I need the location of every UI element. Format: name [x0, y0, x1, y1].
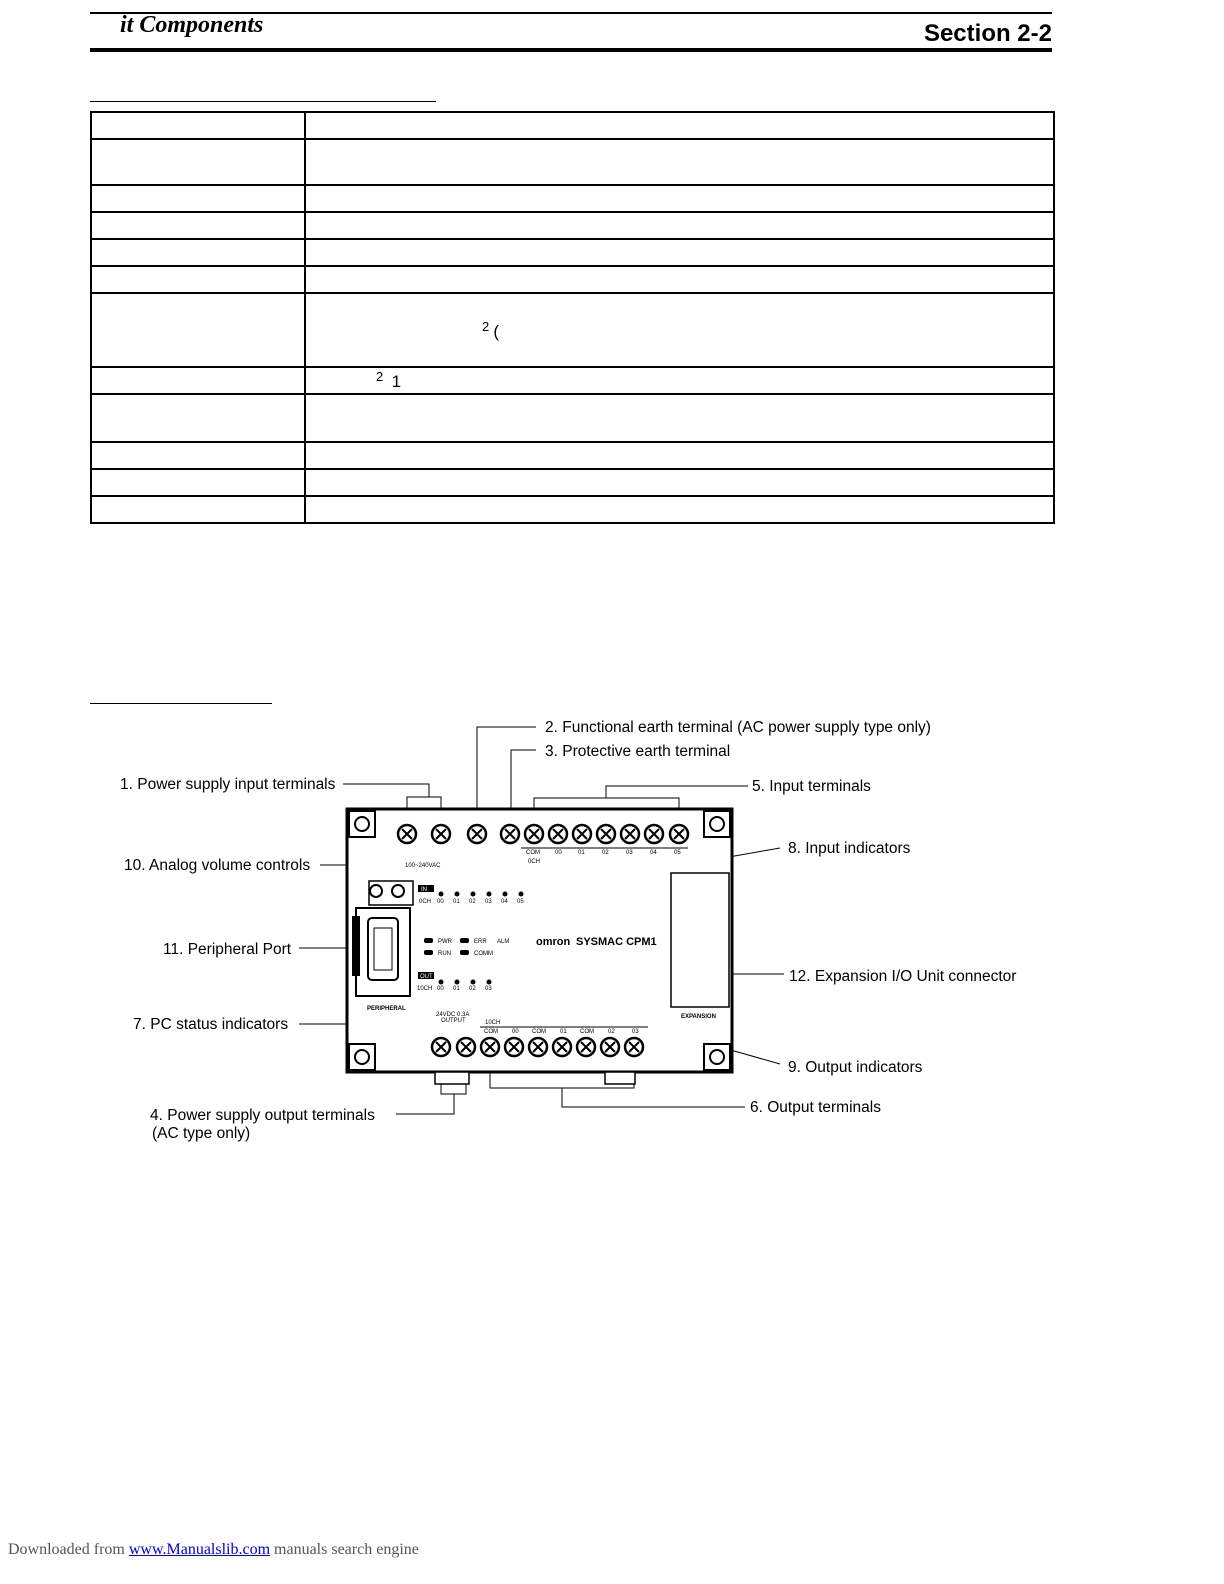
output-led-label: 00	[437, 986, 444, 992]
input-led-label: 01	[453, 899, 460, 905]
mount-hole	[710, 817, 724, 831]
run-label: RUN	[438, 951, 451, 957]
output-term-label: COM	[484, 1029, 498, 1035]
input-led-label: 02	[469, 899, 476, 905]
power-rating-label: 100~240VAC	[405, 863, 441, 869]
in-tag-label: IN	[421, 887, 427, 893]
output-term-label: COM	[532, 1029, 546, 1035]
pwr-led	[424, 938, 433, 943]
callout-input-terminals: 5. Input terminals	[752, 778, 871, 795]
input-led	[487, 892, 492, 897]
input-led-label: 05	[517, 899, 524, 905]
callout-peripheral-port: 11. Peripheral Port	[163, 941, 292, 958]
input-com-label: COM	[526, 850, 540, 856]
input-led	[503, 892, 508, 897]
callout-status-indicators: 7. PC status indicators	[133, 1016, 289, 1033]
expansion-label: EXPANSION	[681, 1014, 716, 1020]
output-term-label: 02	[608, 1029, 615, 1035]
input-led	[439, 892, 444, 897]
input-term-label: 03	[626, 850, 633, 856]
output-led	[487, 980, 492, 985]
expansion-connector[interactable]	[671, 873, 729, 1007]
brand-logo: omron	[536, 936, 571, 948]
input-led	[519, 892, 524, 897]
footer-prefix: Downloaded from	[8, 1541, 125, 1558]
input-channel-label: 0CH	[528, 859, 541, 865]
input-led	[455, 892, 460, 897]
input-term-label: 02	[602, 850, 609, 856]
leader-line	[511, 750, 536, 812]
output-supply-label: OUTPUT	[441, 1018, 466, 1024]
callout-output-indicators: 9. Output indicators	[788, 1059, 923, 1076]
superscript-fragment: 2	[482, 318, 490, 334]
text-fragment: 1	[391, 372, 402, 391]
alm-label: ALM	[497, 939, 510, 945]
pwr-label: PWR	[438, 939, 452, 945]
err-label: ERR	[474, 939, 487, 945]
output-term-label: COM	[580, 1029, 594, 1035]
peripheral-port-pins	[374, 928, 392, 970]
model-name: SYSMAC CPM1	[576, 936, 657, 948]
comm-led	[460, 950, 469, 955]
page-header-title: it Components	[120, 12, 264, 38]
output-indicator-channel: 10CH	[417, 986, 433, 992]
output-led	[455, 980, 460, 985]
input-indicator-channel: 0CH	[419, 899, 432, 905]
callout-functional-earth: 2. Functional earth terminal (AC power supply type only)	[545, 719, 931, 736]
callout-protective-earth: 3. Protective earth terminal	[545, 743, 731, 760]
err-led	[460, 938, 469, 943]
plc-unit	[347, 809, 732, 1084]
analog-volume-0[interactable]	[370, 885, 382, 897]
output-term-label: 01	[560, 1029, 567, 1035]
mount-hole	[710, 1050, 724, 1064]
output-led-label: 02	[469, 986, 476, 992]
section-number: Section 2-2	[923, 20, 1052, 47]
input-led-label: 04	[501, 899, 508, 905]
input-led-label: 00	[437, 899, 444, 905]
manualslib-link[interactable]: www.Manualslib.com	[128, 1541, 271, 1558]
footer-suffix: manuals search engine	[274, 1541, 419, 1558]
input-led-label: 03	[485, 899, 492, 905]
text-fragment: (	[493, 321, 500, 341]
output-led	[471, 980, 476, 985]
peripheral-port-cover	[352, 916, 360, 976]
input-term-label: 05	[674, 850, 681, 856]
output-led-label: 01	[453, 986, 460, 992]
out-tag-label: OUT	[420, 974, 433, 980]
bottom-terminal-screws	[432, 1038, 643, 1056]
output-term-label: 00	[512, 1029, 519, 1035]
page-footer	[8, 1541, 419, 1559]
din-clip-right	[605, 1072, 635, 1084]
input-term-label: 00	[555, 850, 562, 856]
superscript-fragment: 2	[376, 369, 384, 384]
leader-line	[477, 727, 536, 812]
callout-expansion-connector: 12. Expansion I/O Unit connector	[789, 968, 1017, 985]
output-channel-label: 10CH	[485, 1020, 501, 1026]
mount-hole	[355, 1050, 369, 1064]
comm-label: COMM	[474, 951, 493, 957]
output-led	[439, 980, 444, 985]
callout-input-indicators: 8. Input indicators	[788, 840, 911, 857]
din-clip-left	[435, 1072, 469, 1084]
input-term-label: 04	[650, 850, 657, 856]
analog-volume-1[interactable]	[392, 885, 404, 897]
callout-power-input: 1. Power supply input terminals	[120, 776, 336, 793]
callout-power-output-note: (AC type only)	[152, 1125, 251, 1142]
output-led-label: 03	[485, 986, 492, 992]
input-led	[471, 892, 476, 897]
mount-hole	[355, 817, 369, 831]
output-term-label: 03	[632, 1029, 639, 1035]
output-supply-rating: 24VDC 0.3A	[436, 1012, 470, 1018]
callout-analog-volume: 10. Analog volume controls	[124, 857, 311, 874]
run-led	[424, 950, 433, 955]
callout-output-terminals: 6. Output terminals	[750, 1099, 881, 1116]
callout-power-output: 4. Power supply output terminals	[150, 1107, 375, 1124]
input-term-label: 01	[578, 850, 585, 856]
peripheral-label: PERIPHERAL	[367, 1006, 406, 1012]
